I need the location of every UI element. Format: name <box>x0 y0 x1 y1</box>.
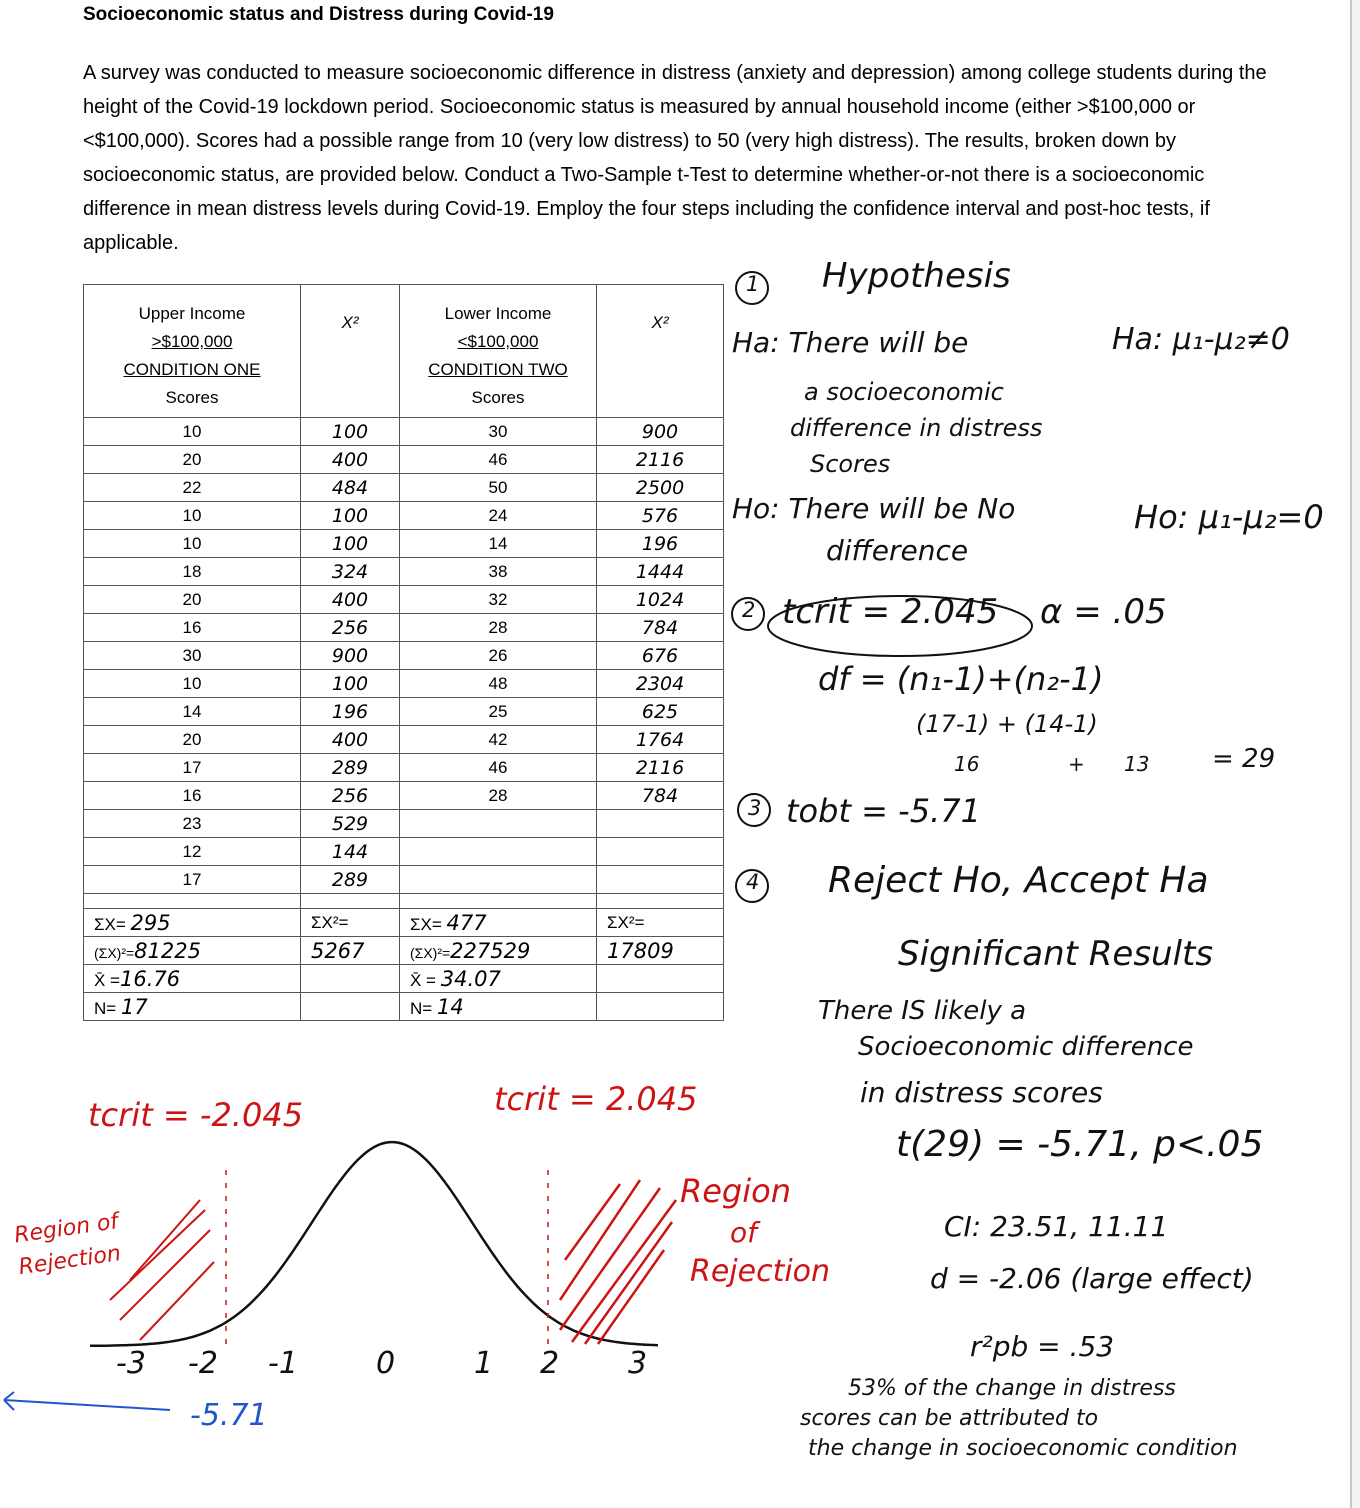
sum-row-2: (ΣX)²=81225 5267 (ΣX)²=227529 17809 <box>84 937 724 965</box>
alpha-value: α = .05 <box>1040 592 1167 632</box>
table-cell: 14 <box>84 698 301 726</box>
df-total: = 29 <box>1212 744 1276 774</box>
table-cell: 28 <box>400 782 597 810</box>
table-cell: 16 <box>84 614 301 642</box>
table-cell: 100 <box>301 530 400 558</box>
mean-row: X̄ =16.76 X̄ = 34.07 <box>84 965 724 993</box>
table-cell: 100 <box>301 670 400 698</box>
lower-income-header: Lower Income <$100,000 CONDITION TWO Scores <box>400 285 597 418</box>
table-cell: 38 <box>400 558 597 586</box>
table-cell: 400 <box>301 586 400 614</box>
table-cell: 24 <box>400 502 597 530</box>
n-row: N= 17 N= 14 <box>84 993 724 1021</box>
left-region-label: Region of Rejection <box>12 1209 123 1281</box>
table-cell: 32 <box>400 586 597 614</box>
sum-row-1: ΣX= 295 ΣX²= ΣX= 477 ΣX²= <box>84 909 724 937</box>
document-page: Socioeconomic status and Distress during Covid-19 A survey was conducted to measure socioeconomic difference in distress (anxiety and depression) among college students during the height of the Covid-19 lockdown period. Socioeconomic status is measured by annual household income (either >$100,000 or <$100,000). Scores had a possible range from 10 (very low distress) to 50 (very high distress). The results, broken down by socioeconomic status, are provided below. Conduct a Two-Sample t-Test to determine whether-or-not there is a socioeconomic difference in mean distress levels during Covid-19. Employ the four steps including the confidence interval and post-hoc tests, if applicable. Upper Income >$100,000 CONDITION ONE Scores X² Lower Income <$100,000 CONDITION TWO Scores X² 10 100 30 900 20 400 46 2116 22 484 50 2500 10 100 24 576 10 100 14 196 18 324 38 1444 20 400 32 1024 16 256 28 784 30 900 26 676 10 100 48 2304 14 196 25 625 20 400 42 1764 17 289 46 2116 16 256 28 784 23 529 12 144 17 289 ΣX= 295 ΣX²= ΣX= 477 ΣX²= (ΣX)²=81225 5267 (ΣX)²=227529 17809 X̄ =16.76 X̄ = 34.07 N= 17 N= 14 1 Hypothesis Ha: There will be Ha: μ₁-μ₂≠0 a socioeconomic difference in distress Scores Ho: There will be No Ho: μ₁-μ₂=0 difference 2 tcrit = 2.045 α = .05 df = (n₁-1)+(n₂-1) (17-1) + (14-1) 16 + 13 = 29 3 tobt = -5.71 4 Reject Ho, Accept Ha Significant Results There IS likely a Socioeconomic difference in distress scores t(29) = -5.71, p<.05 CI: 23.51, 11.11 d = -2.06 (large effect) r²pb = .53 53% of the change in distress scores can be attributed to the change in socioeconomic condition tcrit = -2.045 tcrit = 2.045 Region of Rejection Region of Rejection -3 -2 -1 0 1 2 3 -5.71 <box>0 0 1352 1508</box>
right-rejection-hatching <box>560 1180 676 1344</box>
table-cell: 10 <box>84 418 301 446</box>
df-formula: df = (n₁-1)+(n₂-1) <box>818 660 1104 698</box>
cohens-d: d = -2.06 (large effect) <box>930 1262 1254 1295</box>
table-cell: 46 <box>400 446 597 474</box>
ho-statement: Ho: There will be No <box>732 492 1016 525</box>
tobt-arrow <box>4 1392 170 1410</box>
table-cell: 18 <box>84 558 301 586</box>
x-squared-header-1: X² <box>301 285 400 418</box>
table-cell: 2116 <box>597 754 724 782</box>
table-cell: 676 <box>597 642 724 670</box>
table-cell: 100 <box>301 502 400 530</box>
table-cell: 10 <box>84 502 301 530</box>
table-cell: 10 <box>84 530 301 558</box>
table-cell: 900 <box>301 642 400 670</box>
table-cell: 20 <box>84 726 301 754</box>
table-cell: 50 <box>400 474 597 502</box>
table-cell: 289 <box>301 754 400 782</box>
table-cell: 26 <box>400 642 597 670</box>
table-cell: 900 <box>597 418 724 446</box>
table-cell: 400 <box>301 726 400 754</box>
table-cell: 784 <box>597 614 724 642</box>
table-cell: 256 <box>301 782 400 810</box>
table-cell: 100 <box>301 418 400 446</box>
table-cell: 12 <box>84 838 301 866</box>
tcrit-left-label: tcrit = -2.045 <box>88 1096 304 1134</box>
table-cell: 576 <box>597 502 724 530</box>
table-cell: 144 <box>301 838 400 866</box>
upper-income-header: Upper Income >$100,000 CONDITION ONE Scores <box>84 285 301 418</box>
x-squared-header-2: X² <box>597 285 724 418</box>
table-cell: 14 <box>400 530 597 558</box>
table-cell: 400 <box>301 446 400 474</box>
table-cell: 46 <box>400 754 597 782</box>
table-cell: 2116 <box>597 446 724 474</box>
tcrit-value: tcrit = 2.045 <box>782 592 999 632</box>
table-cell: 28 <box>400 614 597 642</box>
table-cell: 196 <box>597 530 724 558</box>
tobt-marker-label: -5.71 <box>190 1398 268 1433</box>
table-cell: 1444 <box>597 558 724 586</box>
table-cell: 23 <box>84 810 301 838</box>
tcrit-right-label: tcrit = 2.045 <box>494 1080 698 1118</box>
table-cell: 289 <box>301 866 400 894</box>
table-cell: 16 <box>84 782 301 810</box>
table-cell: 784 <box>597 782 724 810</box>
table-cell: 30 <box>84 642 301 670</box>
table-cell: 2304 <box>597 670 724 698</box>
rpb-squared: r²pb = .53 <box>970 1330 1115 1363</box>
table-cell: 2500 <box>597 474 724 502</box>
table-cell: 10 <box>84 670 301 698</box>
table-cell: 17 <box>84 754 301 782</box>
decision: Reject Ho, Accept Ha <box>828 860 1209 901</box>
ha-statement: Ha: There will be <box>732 326 969 359</box>
table-cell: 30 <box>400 418 597 446</box>
table-cell: 1764 <box>597 726 724 754</box>
table-cell: 196 <box>301 698 400 726</box>
confidence-interval: CI: 23.51, 11.11 <box>944 1210 1169 1243</box>
ha-symbolic: Ha: μ₁-μ₂≠0 <box>1112 322 1290 357</box>
page-title: Socioeconomic status and Distress during Covid-19 <box>83 4 554 25</box>
table-cell: 20 <box>84 446 301 474</box>
table-cell: 625 <box>597 698 724 726</box>
table-cell: 22 <box>84 474 301 502</box>
table-cell: 20 <box>84 586 301 614</box>
table-cell: 484 <box>301 474 400 502</box>
table-cell: 529 <box>301 810 400 838</box>
table-cell: 1024 <box>597 586 724 614</box>
apa-result: t(29) = -5.71, p<.05 <box>896 1124 1264 1165</box>
table-cell: 42 <box>400 726 597 754</box>
normal-curve <box>90 1142 658 1346</box>
problem-statement: A survey was conducted to measure socioeconomic difference in distress (anxiety and depression) among college students during the height of the Covid-19 lockdown period. Socioeconomic status is measured by annual household income (either >$100,000 or <$100,000). Scores had a possible range from 10 (very low distress) to 50 (very high distress). The results, broken down by socioeconomic status, are provided below. Conduct a Two-Sample t-Test to determine whether-or-not there is a socioeconomic difference in mean distress levels during Covid-19. Employ the four steps including the confidence interval and post-hoc tests, if applicable. <box>83 62 1267 254</box>
df-substitution: (17-1) + (14-1) <box>916 710 1098 738</box>
table-cell: 256 <box>301 614 400 642</box>
step1-hypothesis: Hypothesis <box>822 256 1011 296</box>
table-cell: 48 <box>400 670 597 698</box>
table-cell: 25 <box>400 698 597 726</box>
table-cell: 17 <box>84 866 301 894</box>
significant-results: Significant Results <box>898 934 1214 974</box>
tobt-value: tobt = -5.71 <box>786 792 981 830</box>
ho-symbolic: Ho: μ₁-μ₂=0 <box>1134 498 1324 536</box>
table-cell: 324 <box>301 558 400 586</box>
